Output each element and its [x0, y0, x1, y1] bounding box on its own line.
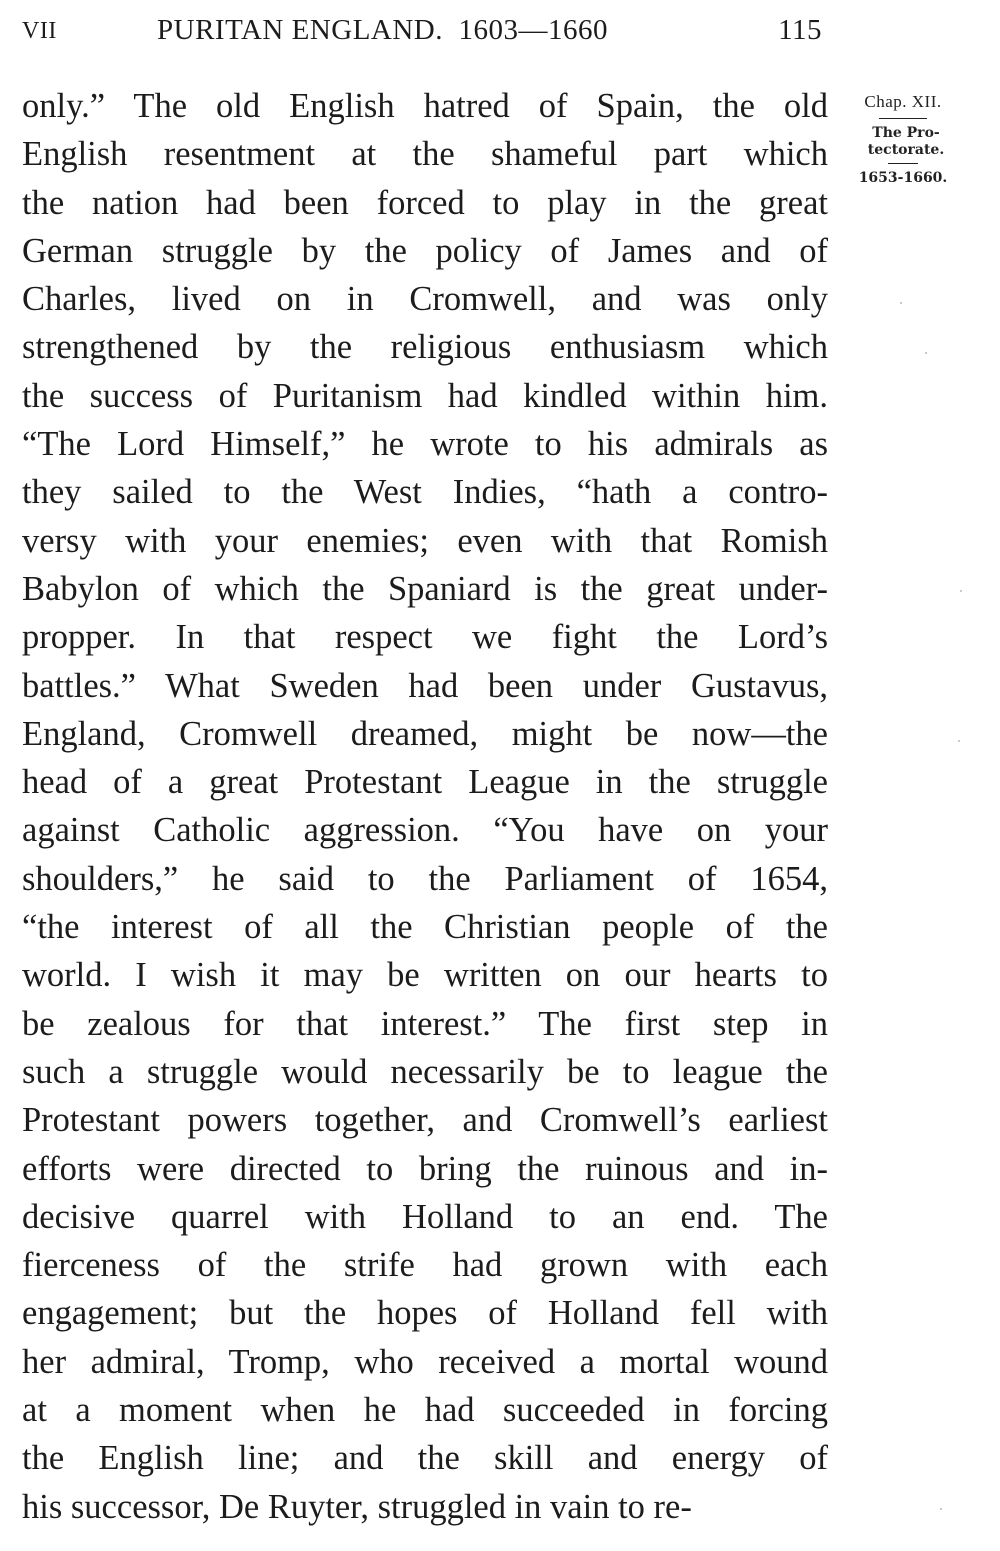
body-text — [22, 82, 828, 1531]
text-line: fierceness of the strife had grown with each — [22, 1246, 828, 1285]
text-line: engagement; but the hopes of Holland fell with — [22, 1294, 828, 1333]
running-header — [22, 14, 832, 54]
text-line: “The Lord Himself,” he wrote to his admirals as — [22, 425, 828, 464]
margin-years: 1653-1660. — [858, 170, 948, 186]
margin-section-line-2: tectorate. — [867, 142, 945, 158]
text-line: shoulders,” he said to the Parliament of 1654, — [22, 859, 828, 898]
text-line: English resentment at the shameful part which — [22, 135, 828, 174]
text-line: his successor, De Ruyter, struggled in vain to re- — [22, 1487, 692, 1526]
text-line: strengthened by the religious enthusiasm which — [22, 328, 828, 367]
text-line: propper. In that respect we fight the Lord’s — [22, 618, 828, 657]
text-line: Charles, lived on in Cromwell, and was only — [22, 280, 828, 319]
text-line: versy with your enemies; even with that Romish — [22, 521, 828, 560]
text-line: battles.” What Sweden had been under Gustavus, — [22, 666, 828, 705]
text-line: “the interest of all the Christian people of the — [22, 908, 828, 947]
text-line: Babylon of which the Spaniard is the great under- — [22, 569, 828, 608]
text-line: her admiral, Tromp, who received a mortal wound — [22, 1342, 828, 1381]
margin-note — [838, 92, 968, 186]
text-line: the English line; and the skill and energy of — [22, 1439, 828, 1478]
margin-section-line-1: The Pro- — [872, 125, 940, 141]
print-speck — [925, 352, 927, 354]
text-line: world. I wish it may be written on our hearts to — [22, 956, 828, 995]
header-chapter-number: VII — [22, 18, 57, 44]
text-line: the success of Puritanism had kindled within him. — [22, 376, 828, 415]
text-line: decisive quarrel with Holland to an end. The — [22, 1197, 828, 1236]
margin-rule — [879, 118, 927, 119]
page-number: 115 — [778, 14, 822, 46]
text-line: England, Cromwell dreamed, might be now—the — [22, 714, 828, 753]
text-line: the nation had been forced to play in the great — [22, 183, 828, 222]
text-line: German struggle by the policy of James and of — [22, 231, 828, 270]
text-line: be zealous for that interest.” The first step in — [22, 1004, 828, 1043]
text-line: at a moment when he had succeeded in forcing — [22, 1391, 828, 1430]
text-line: such a struggle would necessarily be to league the — [22, 1052, 828, 1091]
text-line: they sailed to the West Indies, “hath a contro- — [22, 473, 828, 512]
margin-section-title — [838, 125, 968, 159]
text-line: Protestant powers together, and Cromwell’s earliest — [22, 1101, 828, 1140]
print-speck — [958, 740, 960, 742]
header-title: PURITAN ENGLAND. 1603—1660 — [157, 14, 608, 46]
margin-chapter-ref: Chap. XII. — [864, 92, 942, 111]
print-speck — [940, 1508, 942, 1510]
margin-rule-short — [888, 163, 918, 164]
text-line: against Catholic aggression. “You have on your — [22, 811, 828, 850]
text-line: head of a great Protestant League in the struggle — [22, 763, 828, 802]
print-speck — [900, 302, 902, 304]
text-line: efforts were directed to bring the ruinous and in- — [22, 1149, 828, 1188]
text-line: only.” The old English hatred of Spain, the old — [22, 87, 828, 125]
print-speck — [960, 590, 962, 592]
